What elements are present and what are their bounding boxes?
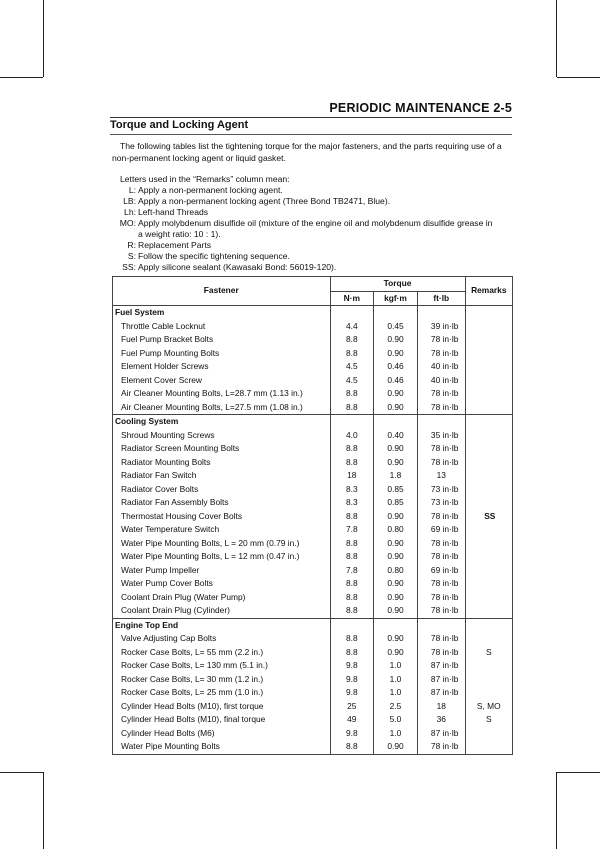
legend-item bbox=[112, 240, 492, 251]
legend-text: Apply a non-permanent locking agent. bbox=[138, 185, 283, 195]
torque-ftlb: 73 in·lb bbox=[417, 483, 465, 497]
table-row bbox=[113, 429, 513, 443]
table-row bbox=[113, 496, 513, 510]
torque-nm: 49 bbox=[330, 713, 374, 727]
torque-kgfm: 0.90 bbox=[374, 632, 418, 646]
legend-code: MO: bbox=[119, 218, 136, 228]
torque-ftlb: 78 in·lb bbox=[417, 646, 465, 660]
fastener-name: Thermostat Housing Cover Bolts bbox=[113, 510, 331, 524]
fastener-name: Air Cleaner Mounting Bolts, L=28.7 mm (1.13 in.) bbox=[113, 387, 331, 401]
legend-code: LB: bbox=[123, 196, 136, 206]
torque-ftlb: 78 in·lb bbox=[417, 632, 465, 646]
torque-ftlb: 18 bbox=[417, 700, 465, 714]
torque-nm: 9.8 bbox=[330, 659, 374, 673]
table-row bbox=[113, 523, 513, 537]
table-row bbox=[113, 456, 513, 470]
legend-item bbox=[112, 218, 492, 229]
torque-nm: 8.8 bbox=[330, 401, 374, 415]
empty-cell bbox=[417, 618, 465, 632]
torque-kgfm: 0.90 bbox=[374, 577, 418, 591]
group-name: Cooling System bbox=[113, 415, 331, 429]
torque-ftlb: 40 in·lb bbox=[417, 360, 465, 374]
fastener-name: Water Temperature Switch bbox=[113, 523, 331, 537]
fastener-name: Water Pump Cover Bolts bbox=[113, 577, 331, 591]
legend-code: R: bbox=[127, 240, 136, 250]
torque-kgfm: 0.46 bbox=[374, 360, 418, 374]
torque-kgfm: 0.80 bbox=[374, 523, 418, 537]
torque-nm: 8.8 bbox=[330, 740, 374, 754]
torque-ftlb: 78 in·lb bbox=[417, 442, 465, 456]
torque-nm: 4.5 bbox=[330, 374, 374, 388]
table-row bbox=[113, 632, 513, 646]
fastener-name: Rocker Case Bolts, L= 30 mm (1.2 in.) bbox=[113, 673, 331, 687]
torque-ftlb: 78 in·lb bbox=[417, 333, 465, 347]
header-torque: Torque bbox=[330, 277, 465, 292]
table-row bbox=[113, 510, 513, 524]
remarks-cell: S bbox=[465, 713, 512, 727]
legend-code: L: bbox=[128, 185, 136, 195]
torque-nm: 7.8 bbox=[330, 523, 374, 537]
fastener-name: Water Pipe Mounting Bolts bbox=[113, 740, 331, 754]
remarks-cell bbox=[465, 618, 512, 632]
remarks-cell bbox=[465, 673, 512, 687]
crop-mark bbox=[0, 772, 43, 773]
table-row bbox=[113, 333, 513, 347]
torque-nm: 8.8 bbox=[330, 456, 374, 470]
table-row bbox=[113, 604, 513, 618]
torque-table-body bbox=[113, 306, 513, 755]
torque-kgfm: 0.85 bbox=[374, 483, 418, 497]
torque-kgfm: 0.90 bbox=[374, 456, 418, 470]
torque-nm: 8.8 bbox=[330, 604, 374, 618]
remarks-cell: S, MO bbox=[465, 700, 512, 714]
torque-nm: 8.8 bbox=[330, 577, 374, 591]
table-row bbox=[113, 564, 513, 578]
torque-nm: 8.3 bbox=[330, 496, 374, 510]
fastener-name: Shroud Mounting Screws bbox=[113, 429, 331, 443]
header-kgfm: kgf·m bbox=[374, 291, 418, 306]
table-row bbox=[113, 387, 513, 401]
remarks-cell bbox=[465, 306, 512, 415]
fastener-name: Element Cover Screw bbox=[113, 374, 331, 388]
torque-kgfm: 0.90 bbox=[374, 591, 418, 605]
header-remarks: Remarks bbox=[465, 277, 512, 306]
torque-kgfm: 0.90 bbox=[374, 646, 418, 660]
torque-ftlb: 36 bbox=[417, 713, 465, 727]
table-row bbox=[113, 713, 513, 727]
torque-nm: 8.8 bbox=[330, 537, 374, 551]
table-row bbox=[113, 646, 513, 660]
torque-kgfm: 0.90 bbox=[374, 740, 418, 754]
fastener-name: Element Holder Screws bbox=[113, 360, 331, 374]
torque-ftlb: 78 in·lb bbox=[417, 347, 465, 361]
crop-mark bbox=[557, 77, 600, 78]
remarks-cell bbox=[465, 632, 512, 646]
torque-kgfm: 0.90 bbox=[374, 442, 418, 456]
table-row bbox=[113, 591, 513, 605]
fastener-name: Water Pipe Mounting Bolts, L = 20 mm (0.79 in.) bbox=[113, 537, 331, 551]
torque-nm: 9.8 bbox=[330, 727, 374, 741]
fastener-name: Radiator Cover Bolts bbox=[113, 483, 331, 497]
remarks-cell bbox=[465, 686, 512, 700]
torque-kgfm: 0.90 bbox=[374, 333, 418, 347]
torque-kgfm: 2.5 bbox=[374, 700, 418, 714]
crop-mark bbox=[43, 0, 44, 77]
fastener-name: Air Cleaner Mounting Bolts, L=27.5 mm (1.08 in.) bbox=[113, 401, 331, 415]
torque-ftlb: 78 in·lb bbox=[417, 510, 465, 524]
table-row bbox=[113, 347, 513, 361]
section-divider bbox=[110, 134, 512, 135]
torque-nm: 9.8 bbox=[330, 673, 374, 687]
torque-ftlb: 78 in·lb bbox=[417, 456, 465, 470]
fastener-name: Water Pipe Mounting Bolts, L = 12 mm (0.47 in.) bbox=[113, 550, 331, 564]
torque-kgfm: 0.46 bbox=[374, 374, 418, 388]
legend-text: Left-hand Threads bbox=[138, 207, 209, 217]
torque-nm: 18 bbox=[330, 469, 374, 483]
torque-kgfm: 1.8 bbox=[374, 469, 418, 483]
fastener-name: Rocker Case Bolts, L= 55 mm (2.2 in.) bbox=[113, 646, 331, 660]
legend-code: SS: bbox=[122, 262, 136, 272]
legend-text: Apply a non-permanent locking agent (Three Bond TB2471, Blue). bbox=[138, 196, 391, 206]
torque-ftlb: 78 in·lb bbox=[417, 387, 465, 401]
torque-nm: 8.8 bbox=[330, 442, 374, 456]
torque-table bbox=[112, 276, 513, 755]
fastener-name: Rocker Case Bolts, L= 25 mm (1.0 in.) bbox=[113, 686, 331, 700]
remarks-cell bbox=[465, 740, 512, 754]
fastener-name: Coolant Drain Plug (Cylinder) bbox=[113, 604, 331, 618]
torque-ftlb: 87 in·lb bbox=[417, 673, 465, 687]
crop-mark bbox=[0, 77, 43, 78]
empty-cell bbox=[330, 306, 374, 320]
torque-kgfm: 0.45 bbox=[374, 320, 418, 334]
torque-ftlb: 87 in·lb bbox=[417, 686, 465, 700]
remarks-legend bbox=[112, 185, 492, 273]
torque-ftlb: 78 in·lb bbox=[417, 604, 465, 618]
fastener-name: Rocker Case Bolts, L= 130 mm (5.1 in.) bbox=[113, 659, 331, 673]
empty-cell bbox=[330, 618, 374, 632]
torque-kgfm: 1.0 bbox=[374, 686, 418, 700]
torque-ftlb: 40 in·lb bbox=[417, 374, 465, 388]
fastener-name: Water Pump Impeller bbox=[113, 564, 331, 578]
legend-item bbox=[112, 251, 492, 262]
torque-nm: 8.8 bbox=[330, 591, 374, 605]
torque-ftlb: 73 in·lb bbox=[417, 496, 465, 510]
table-row bbox=[113, 360, 513, 374]
torque-ftlb: 13 bbox=[417, 469, 465, 483]
torque-nm: 8.8 bbox=[330, 387, 374, 401]
fastener-name: Cylinder Head Bolts (M6) bbox=[113, 727, 331, 741]
legend-text: Apply silicone sealant (Kawasaki Bond: 56019-120). bbox=[138, 262, 337, 272]
remarks-cell bbox=[465, 727, 512, 741]
torque-kgfm: 0.90 bbox=[374, 537, 418, 551]
torque-nm: 7.8 bbox=[330, 564, 374, 578]
table-row bbox=[113, 740, 513, 754]
header-ftlb: ft·lb bbox=[417, 291, 465, 306]
group-name: Engine Top End bbox=[113, 618, 331, 632]
torque-nm: 4.4 bbox=[330, 320, 374, 334]
table-row bbox=[113, 401, 513, 415]
table-row bbox=[113, 577, 513, 591]
empty-cell bbox=[330, 415, 374, 429]
table-row bbox=[113, 374, 513, 388]
table-row bbox=[113, 727, 513, 741]
crop-mark bbox=[556, 772, 557, 849]
torque-ftlb: 69 in·lb bbox=[417, 523, 465, 537]
legend-text: Replacement Parts bbox=[138, 240, 212, 250]
empty-cell bbox=[374, 618, 418, 632]
group-name: Fuel System bbox=[113, 306, 331, 320]
torque-kgfm: 1.0 bbox=[374, 673, 418, 687]
table-group-row bbox=[113, 618, 513, 632]
legend-intro: Letters used in the “Remarks” column mean: bbox=[120, 174, 290, 184]
torque-nm: 8.8 bbox=[330, 646, 374, 660]
table-row bbox=[113, 442, 513, 456]
remarks-cell: S bbox=[465, 646, 512, 660]
torque-kgfm: 1.0 bbox=[374, 727, 418, 741]
fastener-name: Cylinder Head Bolts (M10), first torque bbox=[113, 700, 331, 714]
fastener-name: Valve Adjusting Cap Bolts bbox=[113, 632, 331, 646]
torque-kgfm: 0.80 bbox=[374, 564, 418, 578]
table-row bbox=[113, 537, 513, 551]
table-group-row bbox=[113, 415, 513, 429]
torque-ftlb: 78 in·lb bbox=[417, 550, 465, 564]
fastener-name: Radiator Fan Switch bbox=[113, 469, 331, 483]
header-divider bbox=[110, 117, 512, 118]
torque-kgfm: 5.0 bbox=[374, 713, 418, 727]
torque-ftlb: 78 in·lb bbox=[417, 577, 465, 591]
crop-mark bbox=[43, 772, 44, 849]
torque-nm: 9.8 bbox=[330, 686, 374, 700]
torque-nm: 8.8 bbox=[330, 510, 374, 524]
section-title: Torque and Locking Agent bbox=[110, 119, 249, 131]
torque-kgfm: 0.90 bbox=[374, 347, 418, 361]
torque-ftlb: 78 in·lb bbox=[417, 591, 465, 605]
torque-ftlb: 39 in·lb bbox=[417, 320, 465, 334]
legend-text: Follow the specific tightening sequence. bbox=[138, 251, 290, 261]
header-nm: N·m bbox=[330, 291, 374, 306]
torque-nm: 8.8 bbox=[330, 632, 374, 646]
fastener-name: Fuel Pump Mounting Bolts bbox=[113, 347, 331, 361]
empty-cell bbox=[374, 415, 418, 429]
empty-cell bbox=[374, 306, 418, 320]
fastener-name: Coolant Drain Plug (Water Pump) bbox=[113, 591, 331, 605]
torque-nm: 25 bbox=[330, 700, 374, 714]
torque-ftlb: 78 in·lb bbox=[417, 537, 465, 551]
table-row bbox=[113, 320, 513, 334]
torque-ftlb: 78 in·lb bbox=[417, 401, 465, 415]
remarks-cell bbox=[465, 659, 512, 673]
legend-text: Apply molybdenum disulfide oil (mixture of the engine oil and molybdenum disulfide grease in bbox=[138, 218, 493, 228]
table-group-row bbox=[113, 306, 513, 320]
torque-kgfm: 0.90 bbox=[374, 387, 418, 401]
table-row bbox=[113, 700, 513, 714]
page-header: PERIODIC MAINTENANCE 2-5 bbox=[329, 101, 512, 115]
table-row bbox=[113, 673, 513, 687]
legend-code: S: bbox=[127, 251, 136, 261]
torque-ftlb: 78 in·lb bbox=[417, 740, 465, 754]
table-row bbox=[113, 483, 513, 497]
table-row bbox=[113, 686, 513, 700]
legend-item bbox=[112, 196, 492, 207]
torque-kgfm: 0.90 bbox=[374, 401, 418, 415]
torque-nm: 8.8 bbox=[330, 333, 374, 347]
fastener-name: Radiator Screen Mounting Bolts bbox=[113, 442, 331, 456]
fastener-name: Throttle Cable Locknut bbox=[113, 320, 331, 334]
remarks-cell: SS bbox=[465, 415, 512, 619]
crop-mark bbox=[556, 0, 557, 77]
fastener-name: Radiator Fan Assembly Bolts bbox=[113, 496, 331, 510]
table-row bbox=[113, 550, 513, 564]
crop-mark bbox=[557, 772, 600, 773]
torque-nm: 8.8 bbox=[330, 550, 374, 564]
torque-nm: 4.0 bbox=[330, 429, 374, 443]
legend-code: Lh: bbox=[124, 207, 136, 217]
torque-ftlb: 87 in·lb bbox=[417, 727, 465, 741]
torque-nm: 8.8 bbox=[330, 347, 374, 361]
torque-nm: 4.5 bbox=[330, 360, 374, 374]
intro-paragraph: The following tables list the tightening torque for the major fasteners, and the parts requiring use of a non-permanent locking agent or liquid gasket. bbox=[112, 141, 502, 163]
torque-nm: 8.3 bbox=[330, 483, 374, 497]
torque-kgfm: 0.90 bbox=[374, 550, 418, 564]
torque-kgfm: 0.90 bbox=[374, 604, 418, 618]
torque-kgfm: 0.40 bbox=[374, 429, 418, 443]
torque-kgfm: 0.90 bbox=[374, 510, 418, 524]
torque-ftlb: 35 in·lb bbox=[417, 429, 465, 443]
legend-item bbox=[112, 185, 492, 196]
torque-kgfm: 0.85 bbox=[374, 496, 418, 510]
fastener-name: Cylinder Head Bolts (M10), final torque bbox=[113, 713, 331, 727]
fastener-name: Radiator Mounting Bolts bbox=[113, 456, 331, 470]
table-row bbox=[113, 659, 513, 673]
legend-item bbox=[112, 207, 492, 218]
legend-item bbox=[112, 262, 492, 273]
torque-kgfm: 1.0 bbox=[374, 659, 418, 673]
header-fastener: Fastener bbox=[113, 277, 331, 306]
legend-text-continued: a weight ratio: 10 : 1). bbox=[138, 229, 221, 239]
empty-cell bbox=[417, 415, 465, 429]
fastener-name: Fuel Pump Bracket Bolts bbox=[113, 333, 331, 347]
torque-ftlb: 87 in·lb bbox=[417, 659, 465, 673]
empty-cell bbox=[417, 306, 465, 320]
torque-ftlb: 69 in·lb bbox=[417, 564, 465, 578]
table-row bbox=[113, 469, 513, 483]
